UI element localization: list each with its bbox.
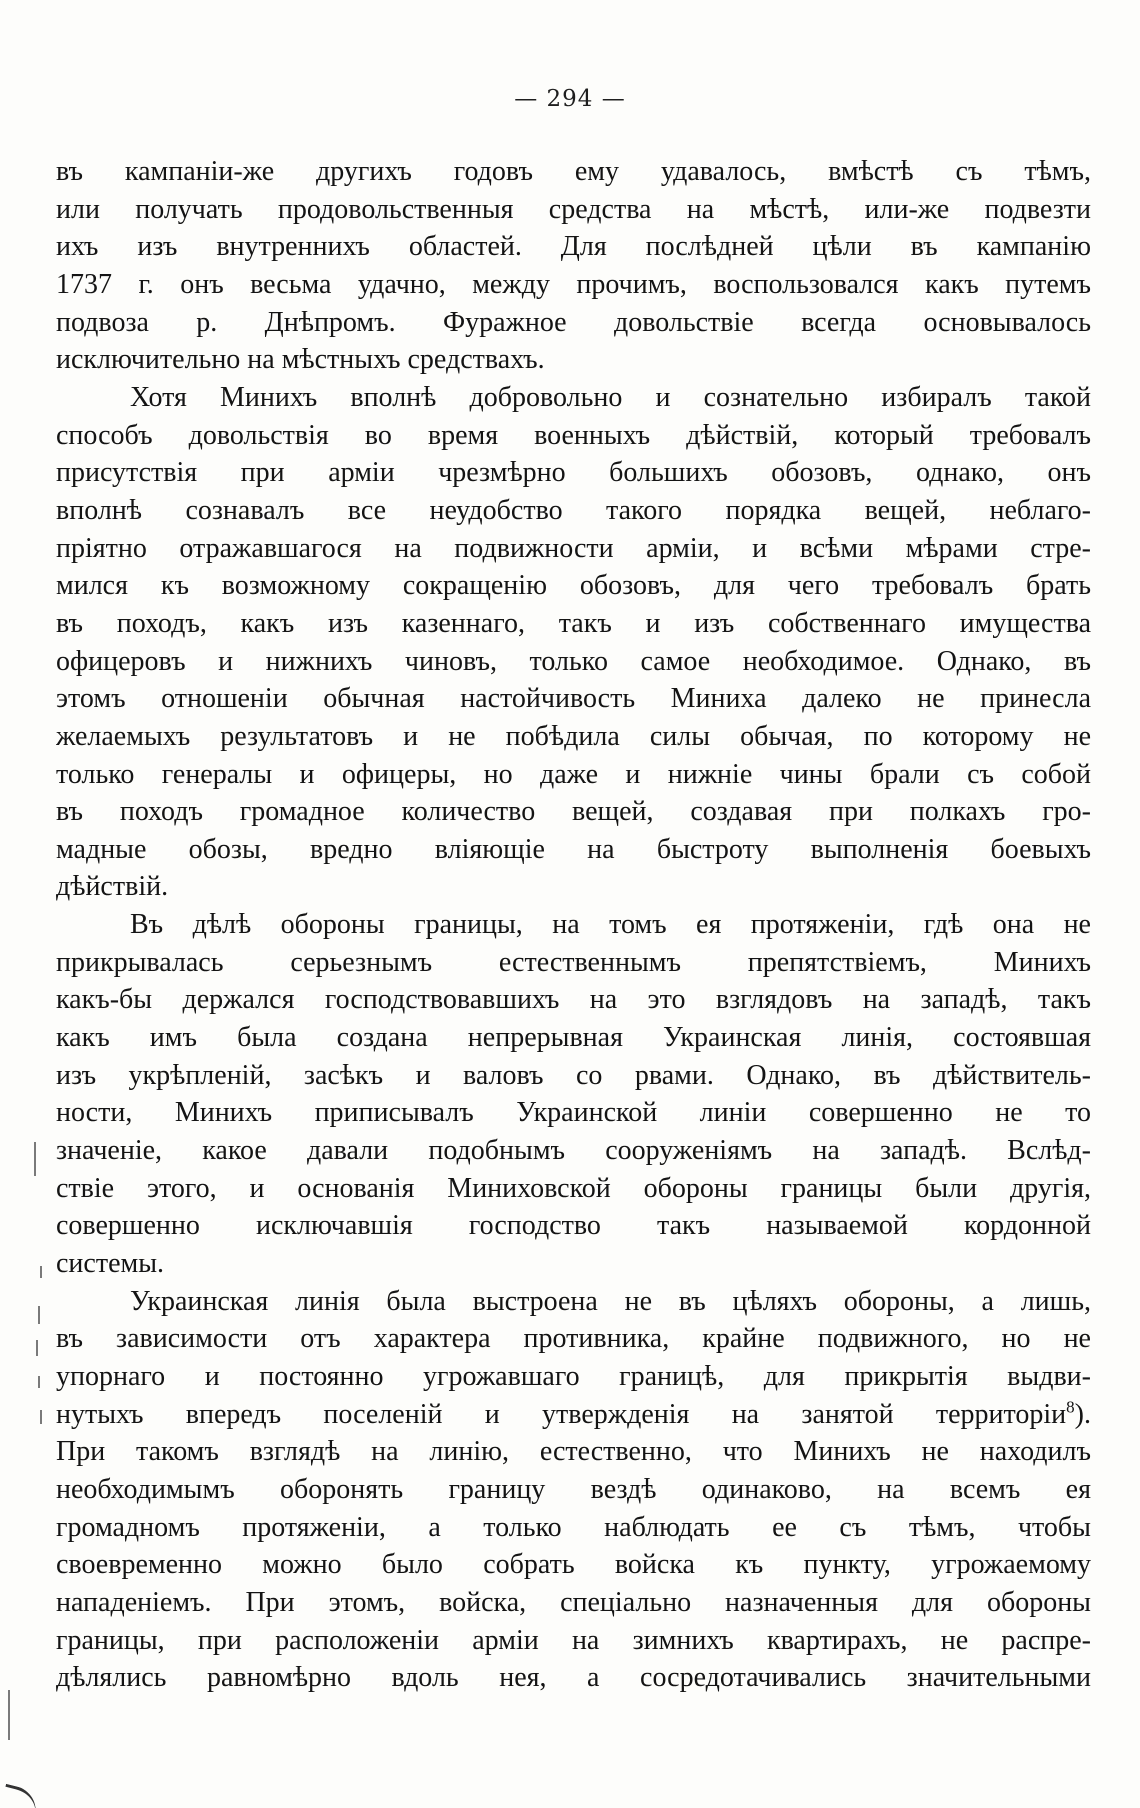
text-line (56, 379, 1091, 417)
text-line (56, 1509, 1091, 1547)
text-line-content: нападеніемъ. При этомъ, войска, спеціально назначенныя для обороны (56, 1586, 1091, 1618)
text-line-content: присутствія при арміи чрезмѣрно большихъ обозовъ, однако, онъ (56, 457, 1091, 489)
text-line-content: въ зависимости отъ характера противника, крайне подвижного, но не (56, 1323, 1091, 1355)
margin-mark (40, 1266, 42, 1278)
text-line-content: въ походъ громадное количество вещей, создавая при полкахъ гро- (56, 796, 1091, 828)
footnote-reference: 8 (1066, 1397, 1075, 1417)
text-line (56, 793, 1091, 831)
text-line (56, 1207, 1091, 1245)
text-line (56, 605, 1091, 643)
text-line (56, 492, 1091, 530)
text-line (56, 1396, 1091, 1434)
text-line-content: какъ-бы держался господствовавшихъ на это взглядовъ на западѣ, такъ (56, 984, 1091, 1016)
text-line-content: подвоза р. Днѣпромъ. Фуражное довольствіе всегда основывалось (56, 306, 1091, 338)
text-line (56, 1132, 1091, 1170)
margin-mark (36, 1340, 38, 1356)
text-line-content: совершенно исключавшія господство такъ называемой кордонной (56, 1210, 1091, 1242)
text-line-content: своевременно можно было собрать войска къ пункту, угрожаемому (56, 1549, 1091, 1581)
text-line (56, 868, 1091, 906)
text-line-content: вполнѣ сознавалъ все неудобство такого порядка вещей, неблаго- (56, 494, 1091, 526)
text-line (56, 981, 1091, 1019)
text-line-content: этомъ отношеніи обычная настойчивость Миниха далеко не принесла (56, 683, 1091, 715)
text-line-content: упорнаго и постоянно угрожавшаго границѣ, для прикрытія выдви- (56, 1361, 1091, 1392)
text-line-content: въ походъ, какъ изъ казеннаго, такъ и изъ собственнаго имущества (56, 607, 1091, 639)
text-line-content: офицеровъ и нижнихъ чиновъ, только самое необходимое. Однако, въ (56, 645, 1091, 677)
margin-mark (34, 1142, 36, 1176)
text-line (56, 1283, 1091, 1321)
margin-mark (8, 1690, 10, 1740)
text-line (56, 341, 1091, 379)
text-line (56, 1546, 1091, 1584)
text-line (56, 1019, 1091, 1057)
text-line-content: ности, Минихъ приписывалъ Украинской линіи совершенно не то (56, 1097, 1091, 1129)
text-line-content: какъ имъ была создана непрерывная Украинская линія, состоявшая (56, 1022, 1091, 1054)
text-line-content: необходимымъ оборонять границу вездѣ одинаково, на всемъ ея (56, 1473, 1091, 1505)
text-line-content: громадномъ протяженіи, а только наблюдать ее съ тѣмъ, чтобы (56, 1511, 1091, 1543)
text-line (56, 1320, 1091, 1358)
body-text (56, 153, 1091, 1697)
text-line-content: Украинская линія была выстроена не въ цѣляхъ обороны, а лишь, (130, 1285, 1091, 1317)
text-line-content: ихъ изъ внутреннихъ областей. Для послѣдней цѣли въ кампанію (56, 231, 1091, 263)
text-line-content: мился къ возможному сокращенію обозовъ, для чего требовалъ брать (56, 570, 1091, 602)
text-line-content: границы, при расположеніи арміи на зимнихъ квартирахъ, не распре- (56, 1624, 1091, 1656)
corner-scan-mark (0, 1784, 41, 1808)
page-number: — 294 — (514, 86, 626, 112)
text-line (56, 454, 1091, 492)
text-line (56, 831, 1091, 869)
text-line (56, 1170, 1091, 1208)
text-line (56, 1659, 1091, 1697)
text-line (56, 680, 1091, 718)
text-line-content: дѣлялись равномѣрно вдоль нея, а сосредотачивались значительными (56, 1662, 1091, 1694)
text-line (56, 756, 1091, 794)
text-line-content: нутыхъ впередъ поселеній и утвержденія на занятой территоріи (56, 1398, 1067, 1430)
margin-mark (40, 1410, 42, 1424)
text-line (56, 643, 1091, 681)
margin-mark (38, 1376, 40, 1388)
text-line (56, 1057, 1091, 1095)
text-line (56, 718, 1091, 756)
text-line (56, 304, 1091, 342)
text-line-content: 1737 г. онъ весьма удачно, между прочимъ, воспользовался какъ путемъ (56, 268, 1091, 300)
text-line (56, 944, 1091, 982)
text-line (56, 228, 1091, 266)
text-line-content: въ кампаніи-же другихъ годовъ ему удавалось, вмѣстѣ съ тѣмъ, (56, 156, 1091, 187)
text-line-content: исключительно на мѣстныхъ средствахъ. (56, 344, 545, 376)
text-line (56, 153, 1091, 191)
text-line-content: прикрывалась серьезнымъ естественнымъ препятствіемъ, Минихъ (56, 946, 1091, 978)
text-line-content: мадные обозы, вредно вліяющіе на быстроту выполненія боевыхъ (56, 833, 1091, 865)
text-line-content: пріятно отражавшагося на подвижности арміи, и всѣми мѣрами стре- (56, 532, 1091, 564)
text-line (56, 1622, 1091, 1660)
text-line (56, 1094, 1091, 1132)
text-line-content: При такомъ взглядѣ на линію, естественно, что Минихъ не находилъ (56, 1436, 1091, 1468)
text-line (56, 191, 1091, 229)
text-line-content: только генералы и офицеры, но даже и нижніе чины брали съ собой (56, 758, 1091, 790)
text-line-content: значеніе, какое давали подобнымъ сооруженіямъ на западѣ. Вслѣд- (56, 1135, 1091, 1167)
text-line (56, 417, 1091, 455)
text-line-content: способъ довольствія во время военныхъ дѣйствій, который требовалъ (56, 419, 1091, 451)
text-line (56, 906, 1091, 944)
text-line-content: изъ укрѣпленій, засѣкъ и валовъ со рвами. Однако, въ дѣйствитель- (56, 1059, 1091, 1091)
text-line (56, 567, 1091, 605)
text-line-content: дѣйствій. (56, 871, 169, 903)
margin-mark (38, 1306, 40, 1324)
text-line-content: Хотя Минихъ вполнѣ добровольно и сознательно избиралъ такой (130, 381, 1091, 413)
text-line (56, 1433, 1091, 1471)
text-line-content: ствіе этого, и основанія Миниховской обороны границы были другія, (56, 1172, 1091, 1204)
text-line-content: Въ дѣлѣ обороны границы, на томъ ея протяженіи, гдѣ она не (130, 909, 1091, 941)
text-line (56, 1584, 1091, 1622)
text-line-content: желаемыхъ результатовъ и не побѣдила силы обычая, по которому не (56, 720, 1091, 752)
text-line-content: системы. (56, 1248, 165, 1280)
text-line (56, 1245, 1091, 1283)
text-line (56, 1471, 1091, 1509)
footnote-reference-tail: ). (1074, 1398, 1091, 1430)
text-line (56, 1358, 1091, 1396)
text-line-content: или получать продовольственныя средства на мѣстѣ, или-же подвезти (56, 193, 1091, 225)
text-line (56, 530, 1091, 568)
text-line (56, 266, 1091, 304)
